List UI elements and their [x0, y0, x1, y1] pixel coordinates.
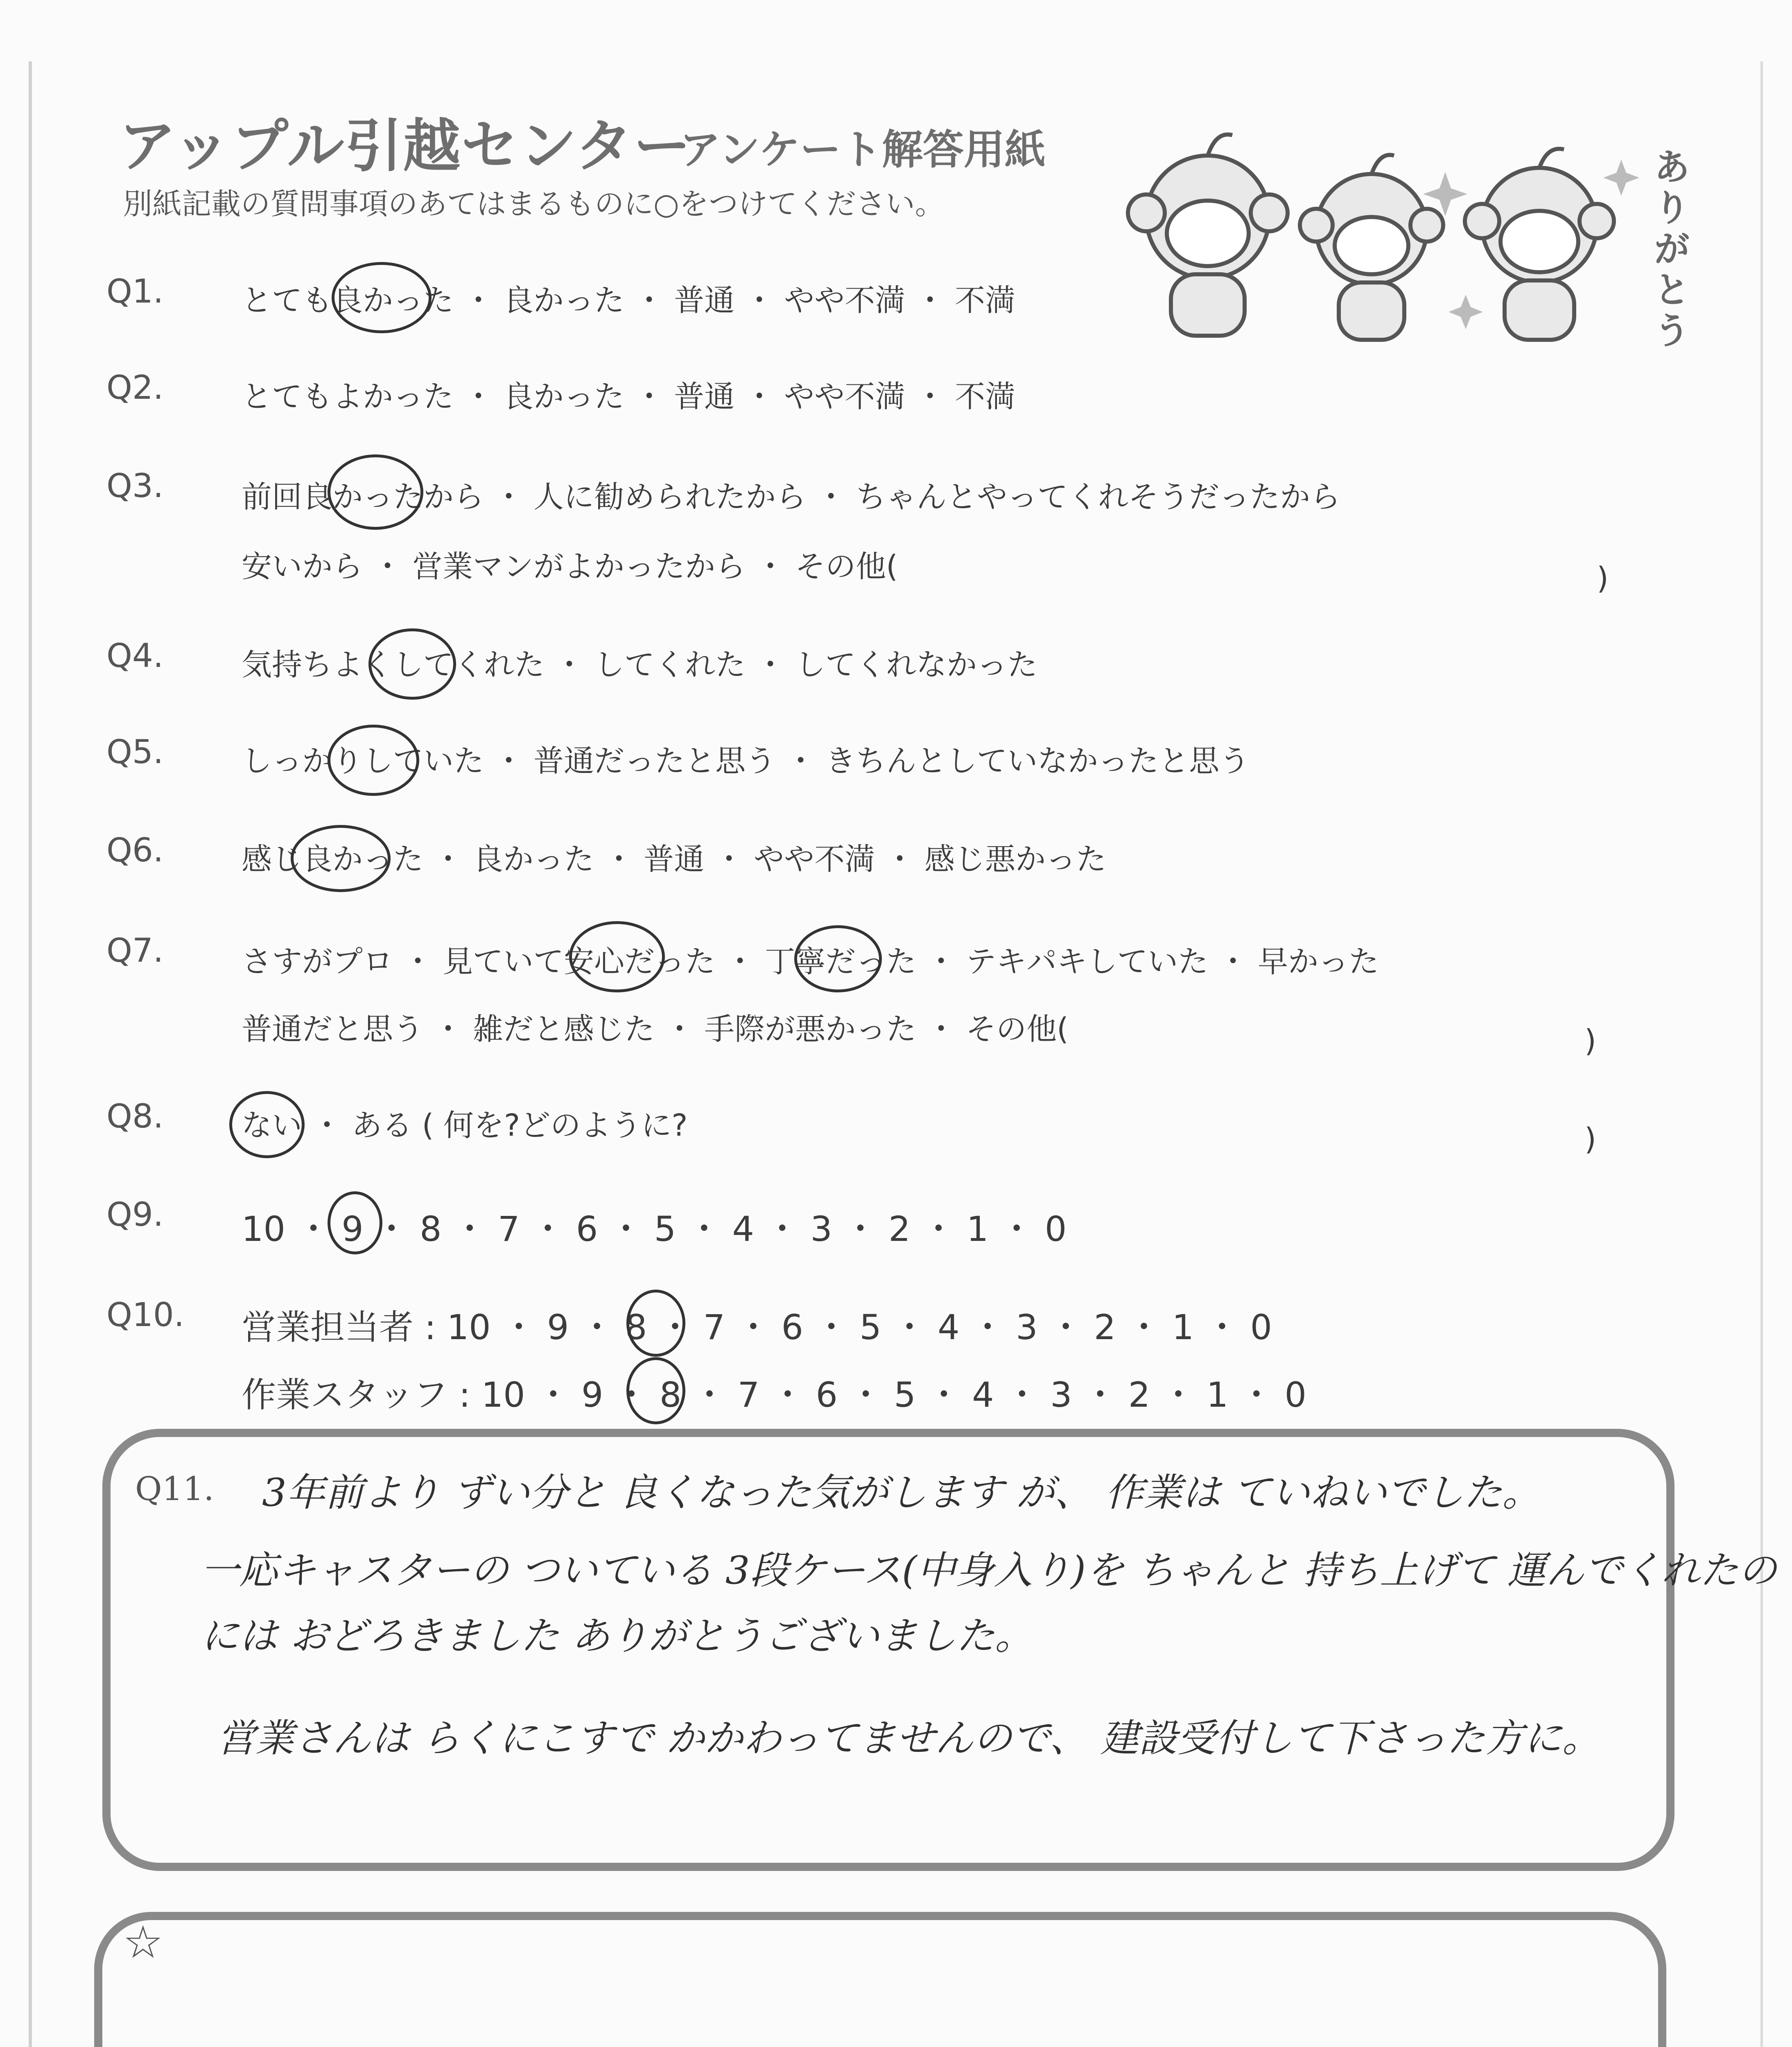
mascot-caption: ありがとう [1647, 147, 1690, 352]
q5-label: Q5. [106, 733, 164, 771]
q10-sales-scale: 営業担当者 : 10 ・ 9 ・ 8 ・ 7 ・ 6 ・ 5 ・ 4 ・ 3 ・ 2 ・ 1 ・ 0 [242, 1307, 1272, 1347]
q11-answer-line3: には おどろきました ありがとうございました。 [201, 1614, 1033, 1658]
q7-answer-circle-1 [569, 921, 665, 992]
star-icon: ☆ [123, 1916, 163, 1968]
q11-label: Q11. [135, 1470, 214, 1508]
q5-answer-circle [328, 725, 419, 796]
q9-answer-circle [328, 1191, 382, 1254]
q9-scale: 10 ・ 9 ・ 8 ・ 7 ・ 6 ・ 5 ・ 4 ・ 3 ・ 2 ・ 1 ・ 0 [242, 1209, 1067, 1249]
q11-answer-line2: 一応キャスターの ついている 3段ケース(中身入り)を ちゃんと 持ち上げて 運んでくれたの [201, 1548, 1777, 1593]
form-title: アンケート解答用紙 [680, 126, 1046, 174]
scan-left-edge [29, 61, 32, 2047]
q3-answer-circle [328, 454, 423, 530]
scan-right-edge [1760, 61, 1763, 2047]
q7-options-line2: 普通だと思う ・ 雑だと感じた ・ 手際が悪かった ・ その他( [242, 1012, 1069, 1047]
q3-close-paren: ) [1597, 561, 1609, 596]
q3-options-line2: 安いから ・ 営業マンがよかったから ・ その他( [242, 549, 898, 584]
q6-options: 感じ良かった ・ 良かった ・ 普通 ・ やや不満 ・ 感じ悪かった [242, 842, 1107, 877]
q3-options-line1: 前回良かったから ・ 人に勧められたから ・ ちゃんとやってくれそうだったから [242, 479, 1341, 515]
q3-label: Q3. [106, 467, 164, 505]
monkey-mascot-3 [1465, 149, 1614, 340]
q5-options: しっかりしていた ・ 普通だったと思う ・ きちんとしていなかったと思う [242, 743, 1250, 779]
q10-staff-answer-circle [626, 1357, 685, 1424]
company-name: アップル引越センター [119, 113, 692, 180]
q8-label: Q8. [106, 1097, 164, 1135]
q7-answer-circle-2 [794, 925, 882, 992]
q7-options-line1: さすがプロ ・ 見ていて安心だった ・ 丁寧だった ・ テキパキしていた ・ 早かった [242, 944, 1379, 979]
q9-label: Q9. [106, 1195, 164, 1234]
q8-options: ない ・ ある ( 何を?どのように? [242, 1108, 688, 1143]
monkey-mascots-illustration [1122, 123, 1695, 352]
q1-label: Q1. [106, 272, 164, 310]
q6-label: Q6. [106, 831, 164, 869]
q11-answer-line4: 営業さんは らくにこすで かかわってませんので、 建設受付して下さった方に。 [217, 1716, 1601, 1761]
q4-label: Q4. [106, 637, 164, 675]
q4-options: 気持ちよくしてくれた ・ してくれた ・ してくれなかった [242, 647, 1038, 682]
q7-close-paren: ) [1584, 1024, 1596, 1059]
monkey-mascot-2 [1300, 155, 1443, 340]
q6-answer-circle [291, 825, 391, 892]
monkey-mascot-1 [1128, 135, 1288, 336]
q10-staff-scale: 作業スタッフ : 10 ・ 9 ・ 8 ・ 7 ・ 6 ・ 5 ・ 4 ・ 3 ・ 2 ・ 1 ・ 0 [242, 1375, 1307, 1415]
extra-comment-box [94, 1912, 1666, 2047]
q1-answer-circle [332, 262, 432, 333]
q11-answer-line1: 3年前より ずい分と 良くなった気がします が、 作業は ていねいでした。 [262, 1471, 1541, 1515]
q2-options: とてもよかった ・ 良かった ・ 普通 ・ やや不満 ・ 不満 [242, 379, 1016, 414]
q8-answer-circle [229, 1091, 305, 1158]
q7-label: Q7. [106, 931, 164, 969]
q10-sales-answer-circle [626, 1290, 685, 1357]
q8-close-paren: ) [1584, 1122, 1596, 1157]
q10-label: Q10. [106, 1296, 185, 1334]
q2-label: Q2. [106, 368, 164, 407]
instruction-text: 別紙記載の質問事項のあてはまるものに○をつけてください。 [123, 187, 945, 221]
q1-options: とても良かった ・ 良かった ・ 普通 ・ やや不満 ・ 不満 [242, 283, 1016, 318]
q4-answer-circle [368, 628, 456, 700]
